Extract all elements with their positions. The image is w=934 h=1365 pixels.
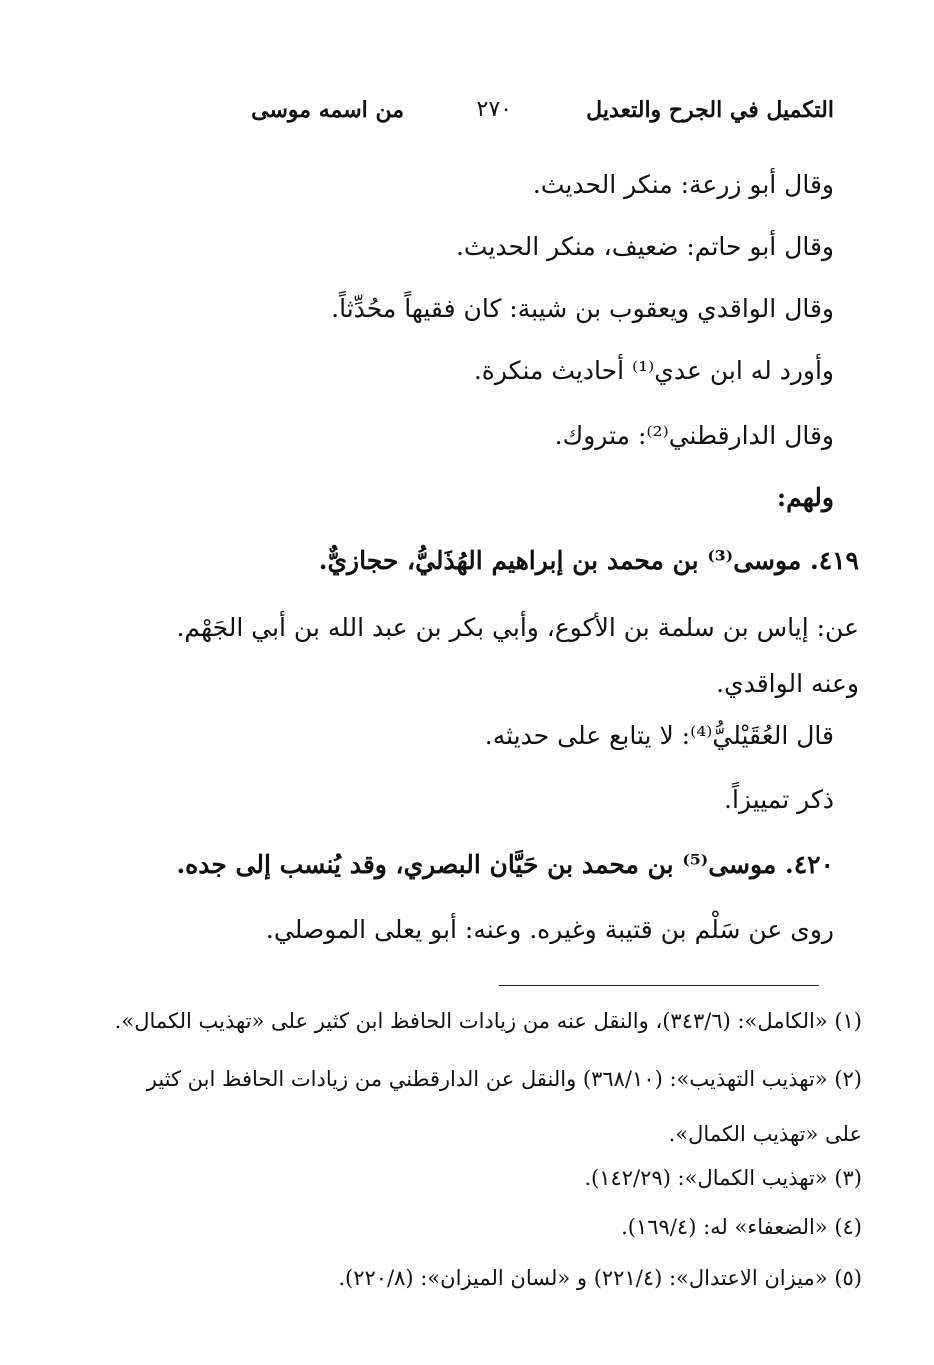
header-section-title: من اسمه موسى — [251, 97, 404, 123]
header-page-number: ٢٧٠ — [476, 97, 512, 122]
entry-419-tamyiz: ذكر تمييزاً. — [724, 785, 834, 814]
paragraph-wa-lahum: ولهم: — [776, 483, 834, 512]
paragraph-abu-zura: وقال أبو زرعة: منكر الحديث. — [532, 170, 834, 199]
paragraph-daraqutni: وقال الدارقطني⁽²⁾: متروك. — [554, 421, 834, 450]
footnote-divider — [499, 985, 819, 986]
footnote-2: (٢) «تهذيب التهذيب»: (٣٦٨/١٠) والنقل عن الدارقطني من زيادات الحافظ ابن كثير على «تهذيب الكمال». — [146, 1067, 862, 1146]
paragraph-waqidi: وقال الواقدي ويعقوب بن شيبة: كان فقيهاً محُدِّثاً. — [331, 294, 834, 323]
footnote-3: (٣) «تهذيب الكمال»: (١٤٢/٢٩). — [584, 1166, 862, 1190]
paragraph-abu-hatim: وقال أبو حاتم: ضعيف، منكر الحديث. — [455, 232, 834, 261]
footnote-1: (١) «الكامل»: (٣٤٣/٦)، والنقل عنه من زيادات الحافظ ابن كثير على «تهذيب الكمال». — [114, 1009, 862, 1033]
running-header — [174, 93, 834, 133]
entry-420-heading: ٤٢٠. موسى⁽⁵⁾ بن محمد بن حَيَّان البصري، وقد يُنسب إلى جده. — [176, 850, 834, 879]
header-book-title: التكميل في الجرح والتعديل — [586, 97, 834, 123]
footnote-5: (٥) «ميزان الاعتدال»: (٢٢١/٤) و «لسان الميزان»: (٢٢٠/٨). — [338, 1266, 862, 1290]
footnote-4: (٤) «الضعفاء» له: (١٦٩/٤). — [621, 1215, 862, 1239]
entry-420-body: روى عن سَلْم بن قتيبة وغيره. وعنه: أبو يعلى الموصلي. — [265, 915, 834, 944]
entry-419-uqayli: قال العُقَيْليُّ⁽⁴⁾: لا يتابع على حديثه. — [484, 721, 834, 750]
entry-419-heading: ٤١٩. موسى⁽³⁾ بن محمد بن إبراهيم الهُذَليُّ، حجازيٌّ. — [318, 546, 859, 575]
entry-419-body: عن: إياس بن سلمة بن الأكوع، وأبي بكر بن عبد الله بن أبي الجَهْم. وعنه الواقدي. — [176, 613, 859, 698]
paragraph-ibn-adi: وأورد له ابن عدي⁽¹⁾ أحاديث منكرة. — [473, 356, 834, 385]
